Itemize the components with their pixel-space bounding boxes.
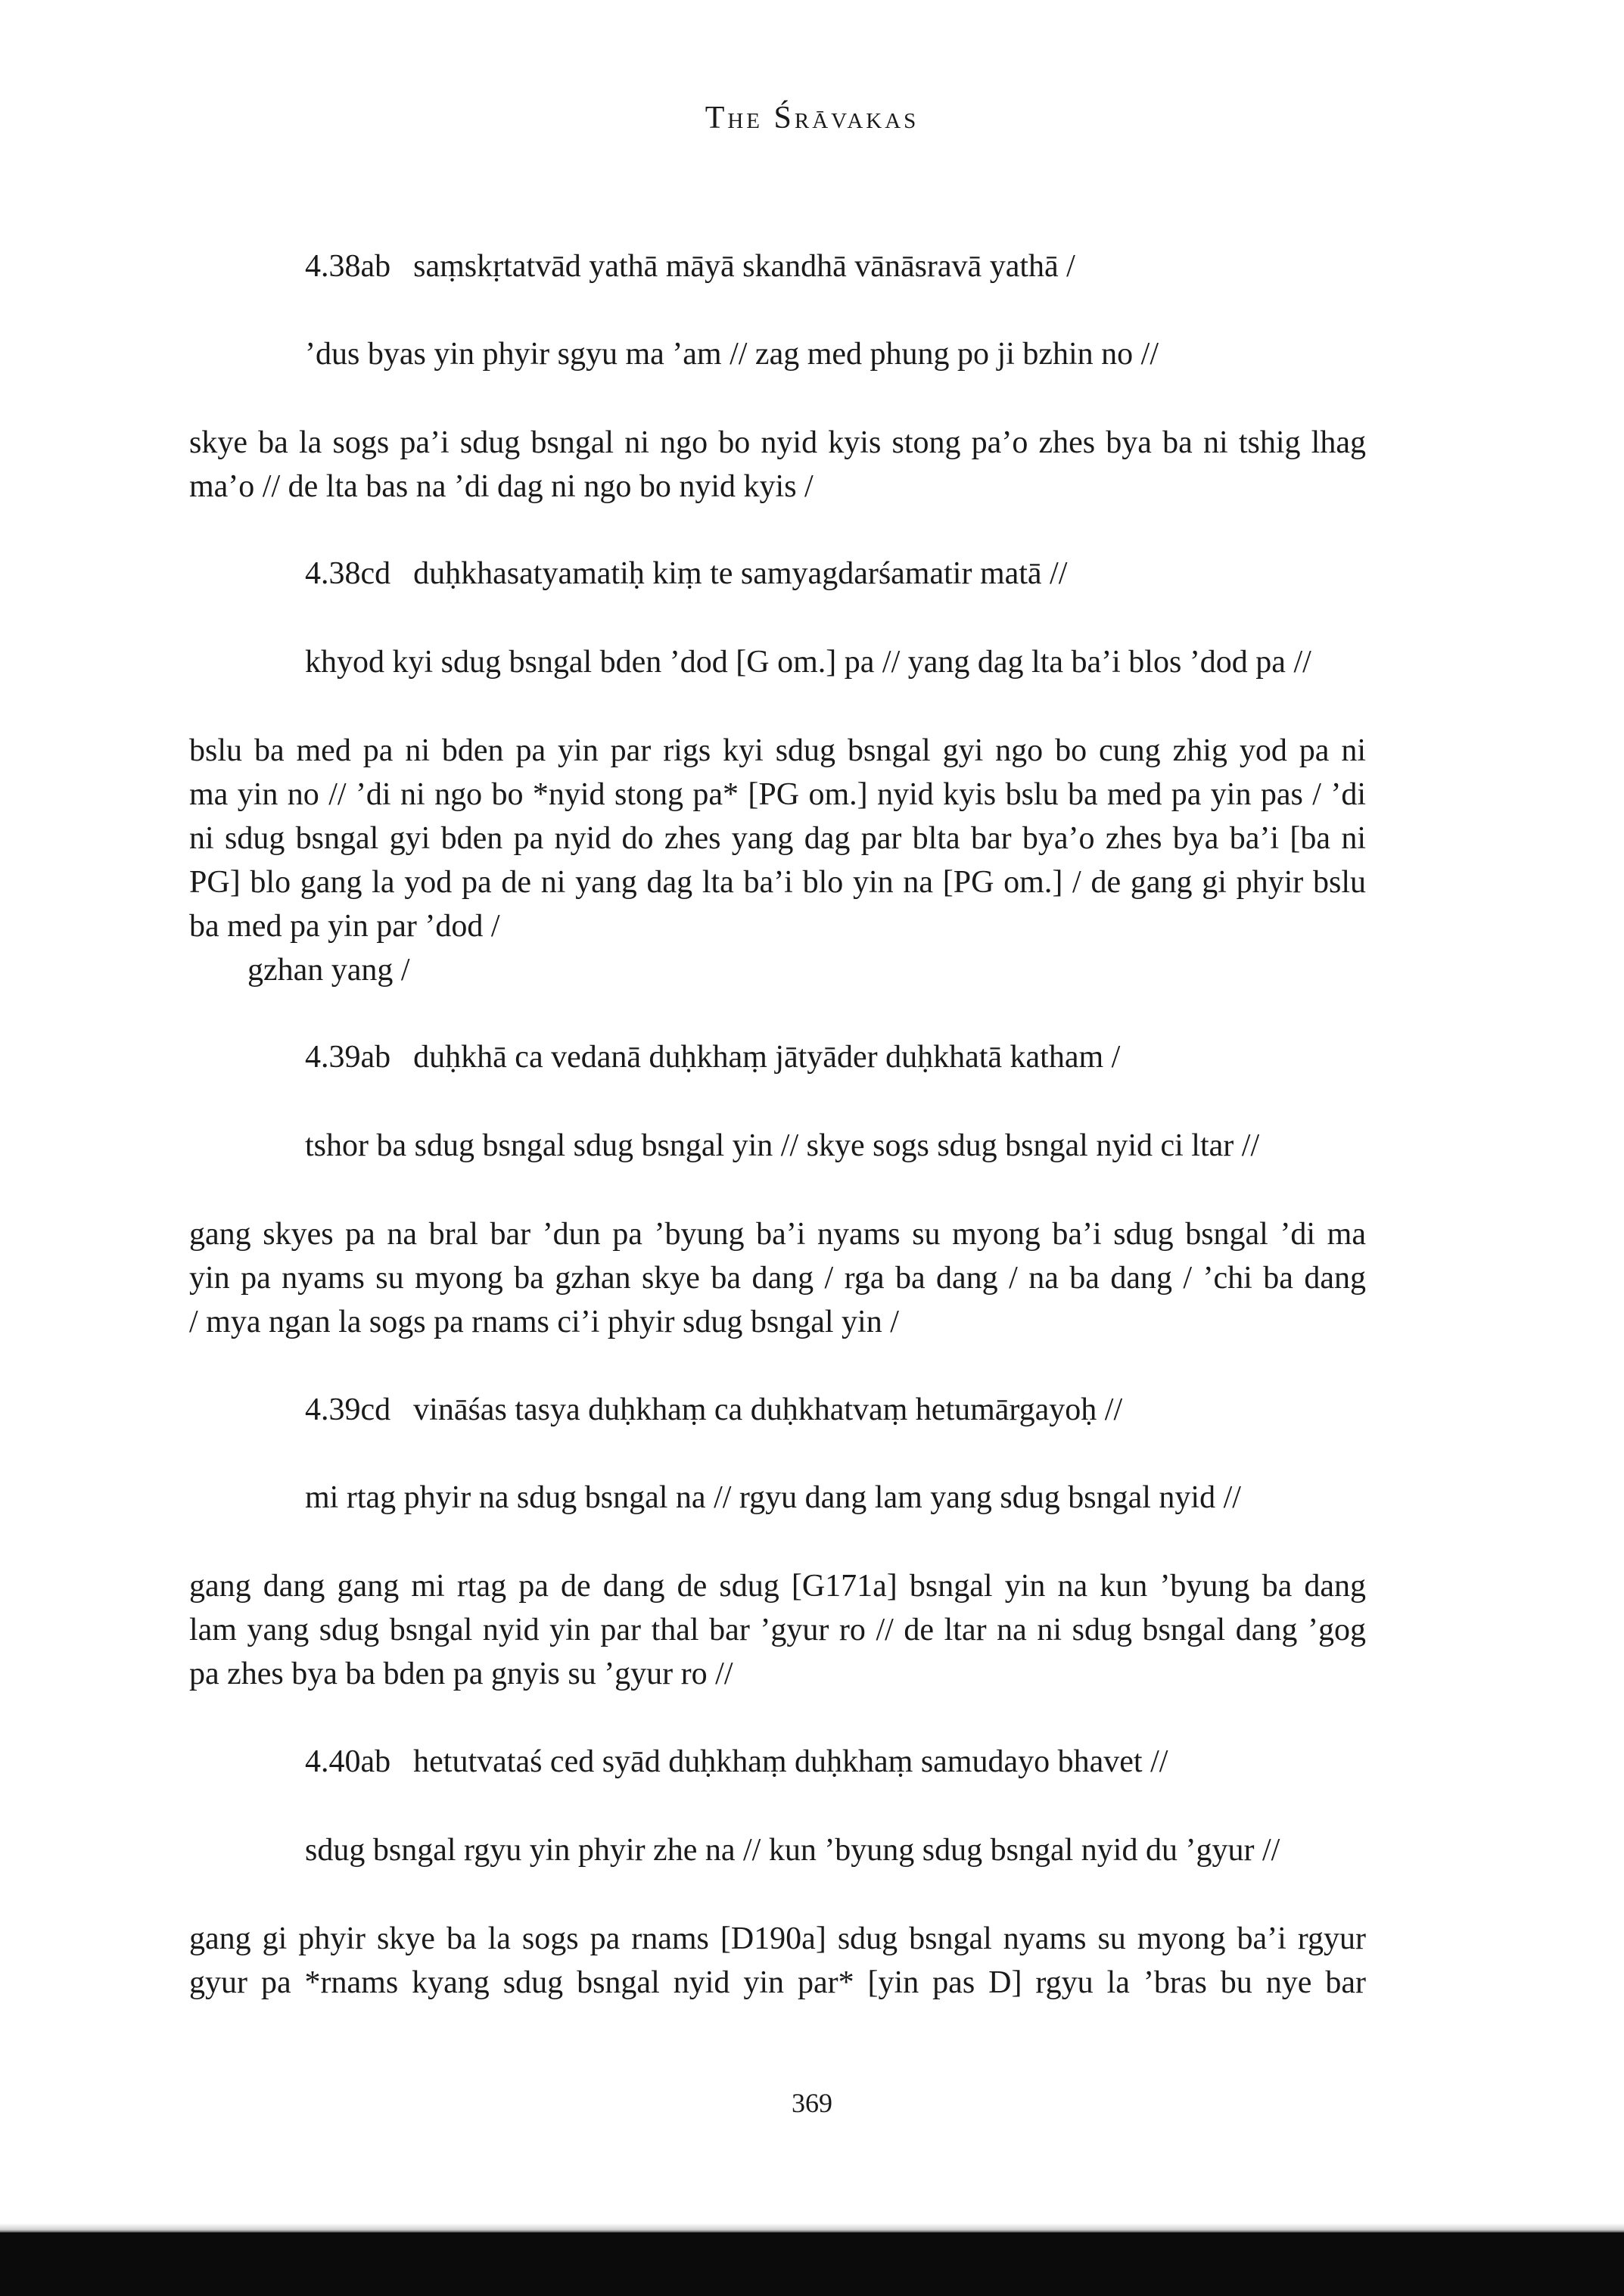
prose-line-indented: gzhan yang / [247, 953, 410, 988]
commentary-paragraph [189, 1564, 1366, 1696]
verse-number: 4.39ab [305, 1040, 391, 1075]
prose-line: ma’o // de lta bas na ’di dag ni ngo bo nyid kyis / [189, 469, 814, 504]
translation-4-38ab: ’dus byas yin phyir sgyu ma ’am // zag med phung po ji bzhin no // [305, 337, 1159, 372]
prose-line: skye ba la sogs pa’i sdug bsngal ni ngo bo nyid kyis stong pa’o zhes bya ba ni tshig lhag [189, 425, 1366, 460]
prose-line: ma yin no // ’di ni ngo bo *nyid stong pa* [PG om.] nyid kyis bslu ba med pa yin pas / ’di [189, 777, 1366, 812]
translation-4-40ab: sdug bsngal rgyu yin phyir zhe na // kun ’byung sdug bsngal nyid du ’gyur // [305, 1833, 1280, 1868]
commentary-paragraph [189, 421, 1366, 509]
prose-line: gang gi phyir skye ba la sogs pa rnams [D190a] sdug bsngal nyams su myong ba’i rgyur [189, 1921, 1366, 1956]
verse-number: 4.38ab [305, 249, 391, 284]
prose-line: gang dang gang mi rtag pa de dang de sdug [G171a] bsngal yin na kun ’byung ba dang [189, 1569, 1366, 1604]
commentary-paragraph [189, 729, 1366, 992]
verse-4-38cd [305, 552, 1067, 596]
prose-line: yin pa nyams su myong ba gzhan skye ba dang / rga ba dang / na ba dang / ’chi ba dang [189, 1261, 1366, 1296]
translation-4-38cd: khyod kyi sdug bsngal bden ’dod [G om.] pa // yang dag lta ba’i blos ’dod pa // [305, 645, 1311, 680]
verse-text: hetutvataś ced syād duḥkhaṃ duḥkhaṃ samudayo bhavet // [413, 1744, 1168, 1779]
page-number: 369 [792, 2088, 832, 2118]
prose-line: lam yang sdug bsngal nyid yin par thal bar ’gyur ro // de ltar na ni sdug bsngal dang ’gog [189, 1613, 1366, 1647]
prose-line: pa zhes bya ba bden pa gnyis su ’gyur ro // [189, 1657, 733, 1691]
translation-4-39ab: tshor ba sdug bsngal sdug bsngal yin // skye sogs sdug bsngal nyid ci ltar // [305, 1128, 1260, 1163]
verse-text: duḥkhā ca vedanā duḥkhaṃ jātyāder duḥkhatā katham / [413, 1040, 1121, 1075]
verse-number: 4.40ab [305, 1744, 391, 1779]
verse-number: 4.39cd [305, 1392, 391, 1427]
prose-line: PG] blo gang la yod pa de ni yang dag lta ba’i blo yin na [PG om.] / de gang gi phyir bslu [189, 865, 1366, 900]
verse-text: saṃskṛtatvād yathā māyā skandhā vānāsravā yathā / [413, 249, 1075, 284]
prose-line: ni sdug bsngal gyi bden pa nyid do zhes yang dag par blta bar bya’o zhes bya ba’i [ba ni [189, 821, 1366, 856]
verse-4-39cd [305, 1388, 1122, 1432]
running-head: The Śrāvakas [705, 101, 919, 135]
prose-line: gang skyes pa na bral bar ’dun pa ’byung ba’i nyams su myong ba’i sdug bsngal ’di ma [189, 1217, 1366, 1252]
scan-border [0, 2232, 1624, 2296]
verse-4-40ab [305, 1740, 1168, 1784]
prose-line: gyur pa *rnams kyang sdug bsngal nyid yin par* [yin pas D] rgyu la ’bras bu nye bar [189, 1965, 1366, 2000]
prose-line: bslu ba med pa ni bden pa yin par rigs kyi sdug bsngal gyi ngo bo cung zhig yod pa ni [189, 733, 1366, 768]
verse-text: vināśas tasya duḥkhaṃ ca duḥkhatvaṃ hetumārgayoḥ // [413, 1392, 1123, 1427]
translation-4-39cd: mi rtag phyir na sdug bsngal na // rgyu dang lam yang sdug bsngal nyid // [305, 1480, 1241, 1515]
verse-text: duḥkhasatyamatiḥ kiṃ te samyagdarśamatir matā // [413, 556, 1068, 591]
verse-4-39ab [305, 1035, 1120, 1079]
prose-line: / mya ngan la sogs pa rnams ci’i phyir sdug bsngal yin / [189, 1305, 899, 1339]
prose-line: ba med pa yin par ’dod / [189, 909, 500, 944]
commentary-paragraph [189, 1917, 1366, 2005]
verse-4-38ab [305, 244, 1075, 288]
verse-number: 4.38cd [305, 556, 391, 591]
commentary-paragraph [189, 1212, 1366, 1344]
